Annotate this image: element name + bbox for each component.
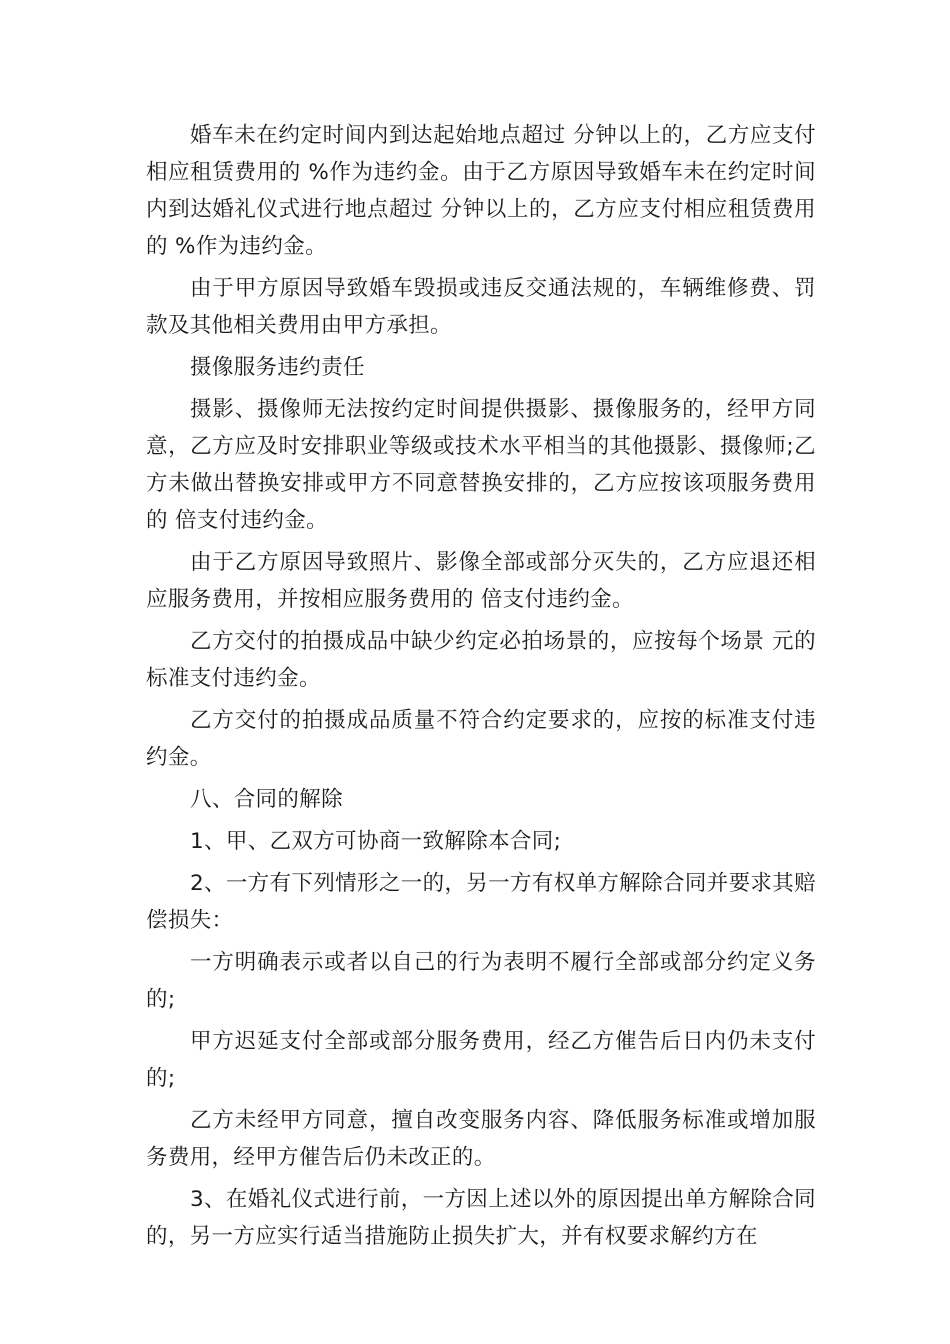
clause-unilateral-termination: 2、一方有下列情形之一的，另一方有权单方解除合同并要求其赔偿损失： (146, 871, 816, 933)
condition-unauthorized-change: 乙方未经甲方同意，擅自改变服务内容、降低服务标准或增加服务费用，经甲方催告后仍未改正的。 (146, 1108, 816, 1170)
condition-refusal-to-perform: 一方明确表示或者以自己的行为表明不履行全部或部分约定义务的; (146, 950, 816, 1012)
section-heading-contract-termination: 八、合同的解除 (190, 787, 343, 812)
paragraph-photographer-unavailable: 摄影、摄像师无法按约定时间提供摄影、摄像服务的，经甲方同意，乙方应及时安排职业等级或技术水平相当的其他摄影、摄像师;乙方未做出替换安排或甲方不同意替换安排的，乙方应按该项服务费用的 倍支付违约金。 (146, 397, 816, 533)
document-body (146, 117, 816, 1260)
paragraph-photo-loss: 由于乙方原因导致照片、影像全部或部分灭失的，乙方应退还相应服务费用，并按相应服务费用的 倍支付违约金。 (146, 550, 816, 612)
paragraph-car-delay: 婚车未在约定时间内到达起始地点超过 分钟以上的，乙方应支付相应租赁费用的 %作为违约金。由于乙方原因导致婚车未在约定时间内到达婚礼仪式进行地点超过 分钟以上的，乙方应支付相应租赁费用的 %作为违约金。 (146, 123, 816, 259)
condition-late-payment: 甲方迟延支付全部或部分服务费用，经乙方催告后日内仍未支付的; (146, 1029, 816, 1091)
paragraph-car-damage: 由于甲方原因导致婚车毁损或违反交通法规的，车辆维修费、罚款及其他相关费用由甲方承担。 (146, 276, 816, 338)
clause-mutual-termination: 1、甲、乙双方可协商一致解除本合同; (190, 829, 562, 854)
clause-pre-ceremony-termination: 3、在婚礼仪式进行前，一方因上述以外的原因提出单方解除合同的，另一方应实行适当措施防止损失扩大，并有权要求解约方在 (146, 1187, 816, 1249)
section-heading-photography-liability: 摄像服务违约责任 (190, 355, 365, 380)
paragraph-quality-issue: 乙方交付的拍摄成品质量不符合约定要求的，应按的标准支付违约金。 (146, 708, 816, 770)
paragraph-missing-scenes: 乙方交付的拍摄成品中缺少约定必拍场景的，应按每个场景 元的标准支付违约金。 (146, 629, 816, 691)
